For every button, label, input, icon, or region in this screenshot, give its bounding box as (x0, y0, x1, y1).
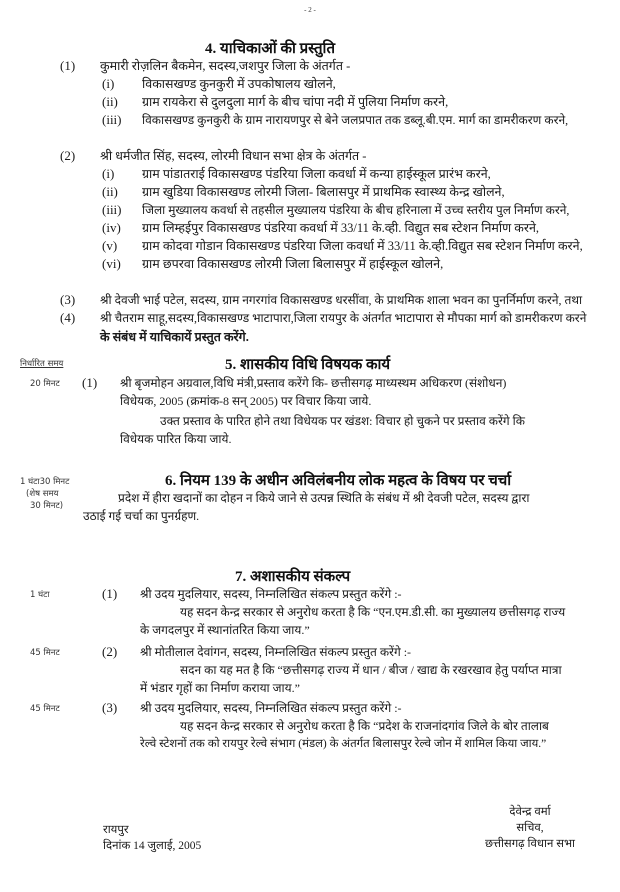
resolution-line: श्री मोतीलाल देवांगन, सदस्य, निम्नलिखित संकल्प प्रस्तुत करेंगे :- (140, 645, 412, 659)
resolution-line: सदन का यह मत है कि “छत्तीसगढ़ राज्य में धान / बीज / खाद्य के रखरखाव हेतु पर्याप्त मात्रा (180, 663, 562, 677)
petition-2-item: ग्राम लिम्हईपुर विकासखण्ड पंडरिया कवर्धा में 33/11 के.व्ही. विद्युत सब स्टेशन निर्माण करने, (142, 221, 540, 235)
petition-2-item-num: (i) (102, 166, 115, 181)
petitions-closing: के संबंध में याचिकायें प्रस्तुत करेंगे. (100, 330, 249, 344)
allotted-time-label: निर्धारित समय (20, 359, 64, 369)
petition-4-number: (4) (60, 310, 76, 325)
section-7-heading: 7. अशासकीय संकल्प (235, 569, 351, 585)
place: रायपुर (103, 824, 129, 836)
section-6-remaining-time: 30 मिनट) (30, 501, 64, 511)
resolution-number: (3) (102, 700, 118, 715)
resolution-line: श्री उदय मुदलियार, सदस्य, निम्नलिखित संकल्प प्रस्तुत करेंगे :- (140, 701, 402, 715)
resolution-line: के जगदलपुर में स्थानांतरित किया जाय.” (140, 623, 310, 637)
petition-2-item-num: (iii) (102, 202, 122, 217)
resolution-line: यह सदन केन्द्र सरकार से अनुरोध करता है कि “एन.एम.डी.सी. का मुख्यालय छत्तीसगढ़ राज्य (180, 605, 566, 619)
section-6-remaining-label: (शेष समय (26, 489, 59, 499)
petition-1-item: विकासखण्ड कुनकुरी में उपकोषालय खोलने, (142, 77, 336, 91)
section-5-heading: 5. शासकीय विधि विषयक कार्य (225, 357, 391, 373)
resolution-line: श्री उदय मुदलियार, सदस्य, निम्नलिखित संकल्प प्रस्तुत करेंगे :- (140, 587, 402, 601)
section-5-time: 20 मिनट (30, 379, 60, 389)
resolution-line: रेल्वे स्टेशनों तक को रायपुर रेल्वे संभाग (मंडल) के अंतर्गत बिलासपुर रेल्वे जोन में शामिल किया जाय.” (140, 738, 547, 750)
petition-2-item-num: (v) (102, 238, 118, 253)
section-6-line: उठाई गई चर्चा का पुनर्ग्रहण. (83, 509, 200, 523)
resolution-line: यह सदन केन्द्र सरकार से अनुरोध करता है कि “प्रदेश के राजनांदगांव जिले के बोर तालाब (180, 719, 549, 733)
petition-1-item-num: (i) (102, 76, 115, 91)
petition-2-item: ग्राम पांडातराई विकासखण्ड पंडरिया जिला कवर्धा में कन्या हाईस्कूल प्रारंभ करने, (142, 167, 491, 181)
petition-1-item: ग्राम रायकेरा से दुलदुला मार्ग के बीच चांपा नदी में पुलिया निर्माण करने, (142, 95, 449, 109)
petition-4-text: श्री चैतराम साहू,सदस्य,विकासखण्ड भाटापारा,जिला रायपुर के अंतर्गत भाटापारा से मौपका मार्ग को डामरीकरण करने (100, 311, 587, 325)
resolution-line: में भंडार गृहों का निर्माण कराया जाय.” (140, 681, 300, 695)
signatory-name: देवेन्द्र वर्मा (509, 806, 551, 818)
resolution-number: (2) (102, 644, 118, 659)
petition-1-text: कुमारी रोज़लिन बैकमेन, सदस्य,जशपुर जिला के अंतर्गत - (100, 59, 351, 73)
petition-1-item-num: (ii) (102, 94, 118, 109)
section-6-heading: 6. नियम 139 के अधीन अविलंबनीय लोक महत्व के विषय पर चर्चा (165, 473, 512, 489)
signatory-organization: छत्तीसगढ़ विधान सभा (484, 838, 576, 850)
petition-2-text: श्री धर्मजीत सिंह, सदस्य, लोरमी विधान सभा क्षेत्र के अंतर्गत - (100, 149, 367, 163)
petition-1-item: विकासखण्ड कुनकुरी के ग्राम नारायणपुर से बेने जलप्रपात तक डब्लू.बी.एम. मार्ग का डामरीकरण करने, (142, 113, 569, 127)
petition-2-item-num: (ii) (102, 184, 118, 199)
date: दिनांक 14 जुलाई, 2005 (103, 840, 202, 852)
resolution-time: 1 घंटा (30, 590, 50, 600)
petition-3-text: श्री देवजी भाई पटेल, सदस्य, ग्राम नगरगांव विकासखण्ड धरसींवा, के प्राथमिक शाला भवन का पुनर्निर्माण करने, तथा (100, 293, 583, 307)
petition-1-number: (1) (60, 58, 76, 73)
petition-2-item: ग्राम खुडिया विकासखण्ड लोरमी जिला- बिलासपुर में प्राथमिक स्वास्थ्य केन्द्र खोलने, (142, 185, 505, 199)
section-5-line: श्री बृजमोहन अग्रवाल,विधि मंत्री,प्रस्ताव करेंगे कि- छत्तीसगढ़ माध्यस्थम अधिकरण (संशोधन) (120, 376, 507, 390)
petition-3-number: (3) (60, 292, 76, 307)
petition-2-item-num: (vi) (102, 256, 121, 271)
petition-2-item: जिला मुख्यालय कवर्धा से तहसील मुख्यालय पंडरिया के बीच हरिनाला में उच्च स्तरीय पुल निर्माण करने, (142, 203, 570, 217)
page-number: - 2 - (304, 6, 316, 14)
section-5-line: विधेयक पारित किया जाये. (120, 432, 232, 446)
section-6-line: प्रदेश में हीरा खदानों का दोहन न किये जाने से उत्पन्न स्थिति के संबंध में श्री देवजी पटेल, सदस्य द्वारा (118, 491, 530, 505)
resolution-time: 45 मिनट (30, 648, 60, 658)
petition-2-item: ग्राम कोदवा गोडान विकासखण्ड पंडरिया जिला कवर्धा में 33/11 के.व्ही.विद्युत सब स्टेशन निर्माण करने, (142, 239, 583, 253)
section-4-heading: 4. याचिकाओं की प्रस्तुति (205, 41, 335, 57)
section-6-time: 1 घंटा30 मिनट (20, 477, 70, 487)
signatory-designation: सचिव, (516, 822, 544, 834)
petition-2-number: (2) (60, 148, 76, 163)
section-5-line: उक्त प्रस्ताव के पारित होने तथा विधेयक पर खंडश: विचार हो चुकने पर प्रस्ताव करेंगे कि (160, 414, 525, 428)
resolution-number: (1) (102, 586, 118, 601)
petition-1-item-num: (iii) (102, 112, 122, 127)
section-5-line: विधेयक, 2005 (क्रमांक-8 सन् 2005) पर विचार किया जाये. (120, 394, 372, 408)
section-5-item-number: (1) (82, 375, 98, 390)
petition-2-item: ग्राम छपरवा विकासखण्ड लोरमी जिला बिलासपुर में हाईस्कूल खोलने, (142, 257, 444, 271)
resolution-time: 45 मिनट (30, 704, 60, 714)
petition-2-item-num: (iv) (102, 220, 121, 235)
